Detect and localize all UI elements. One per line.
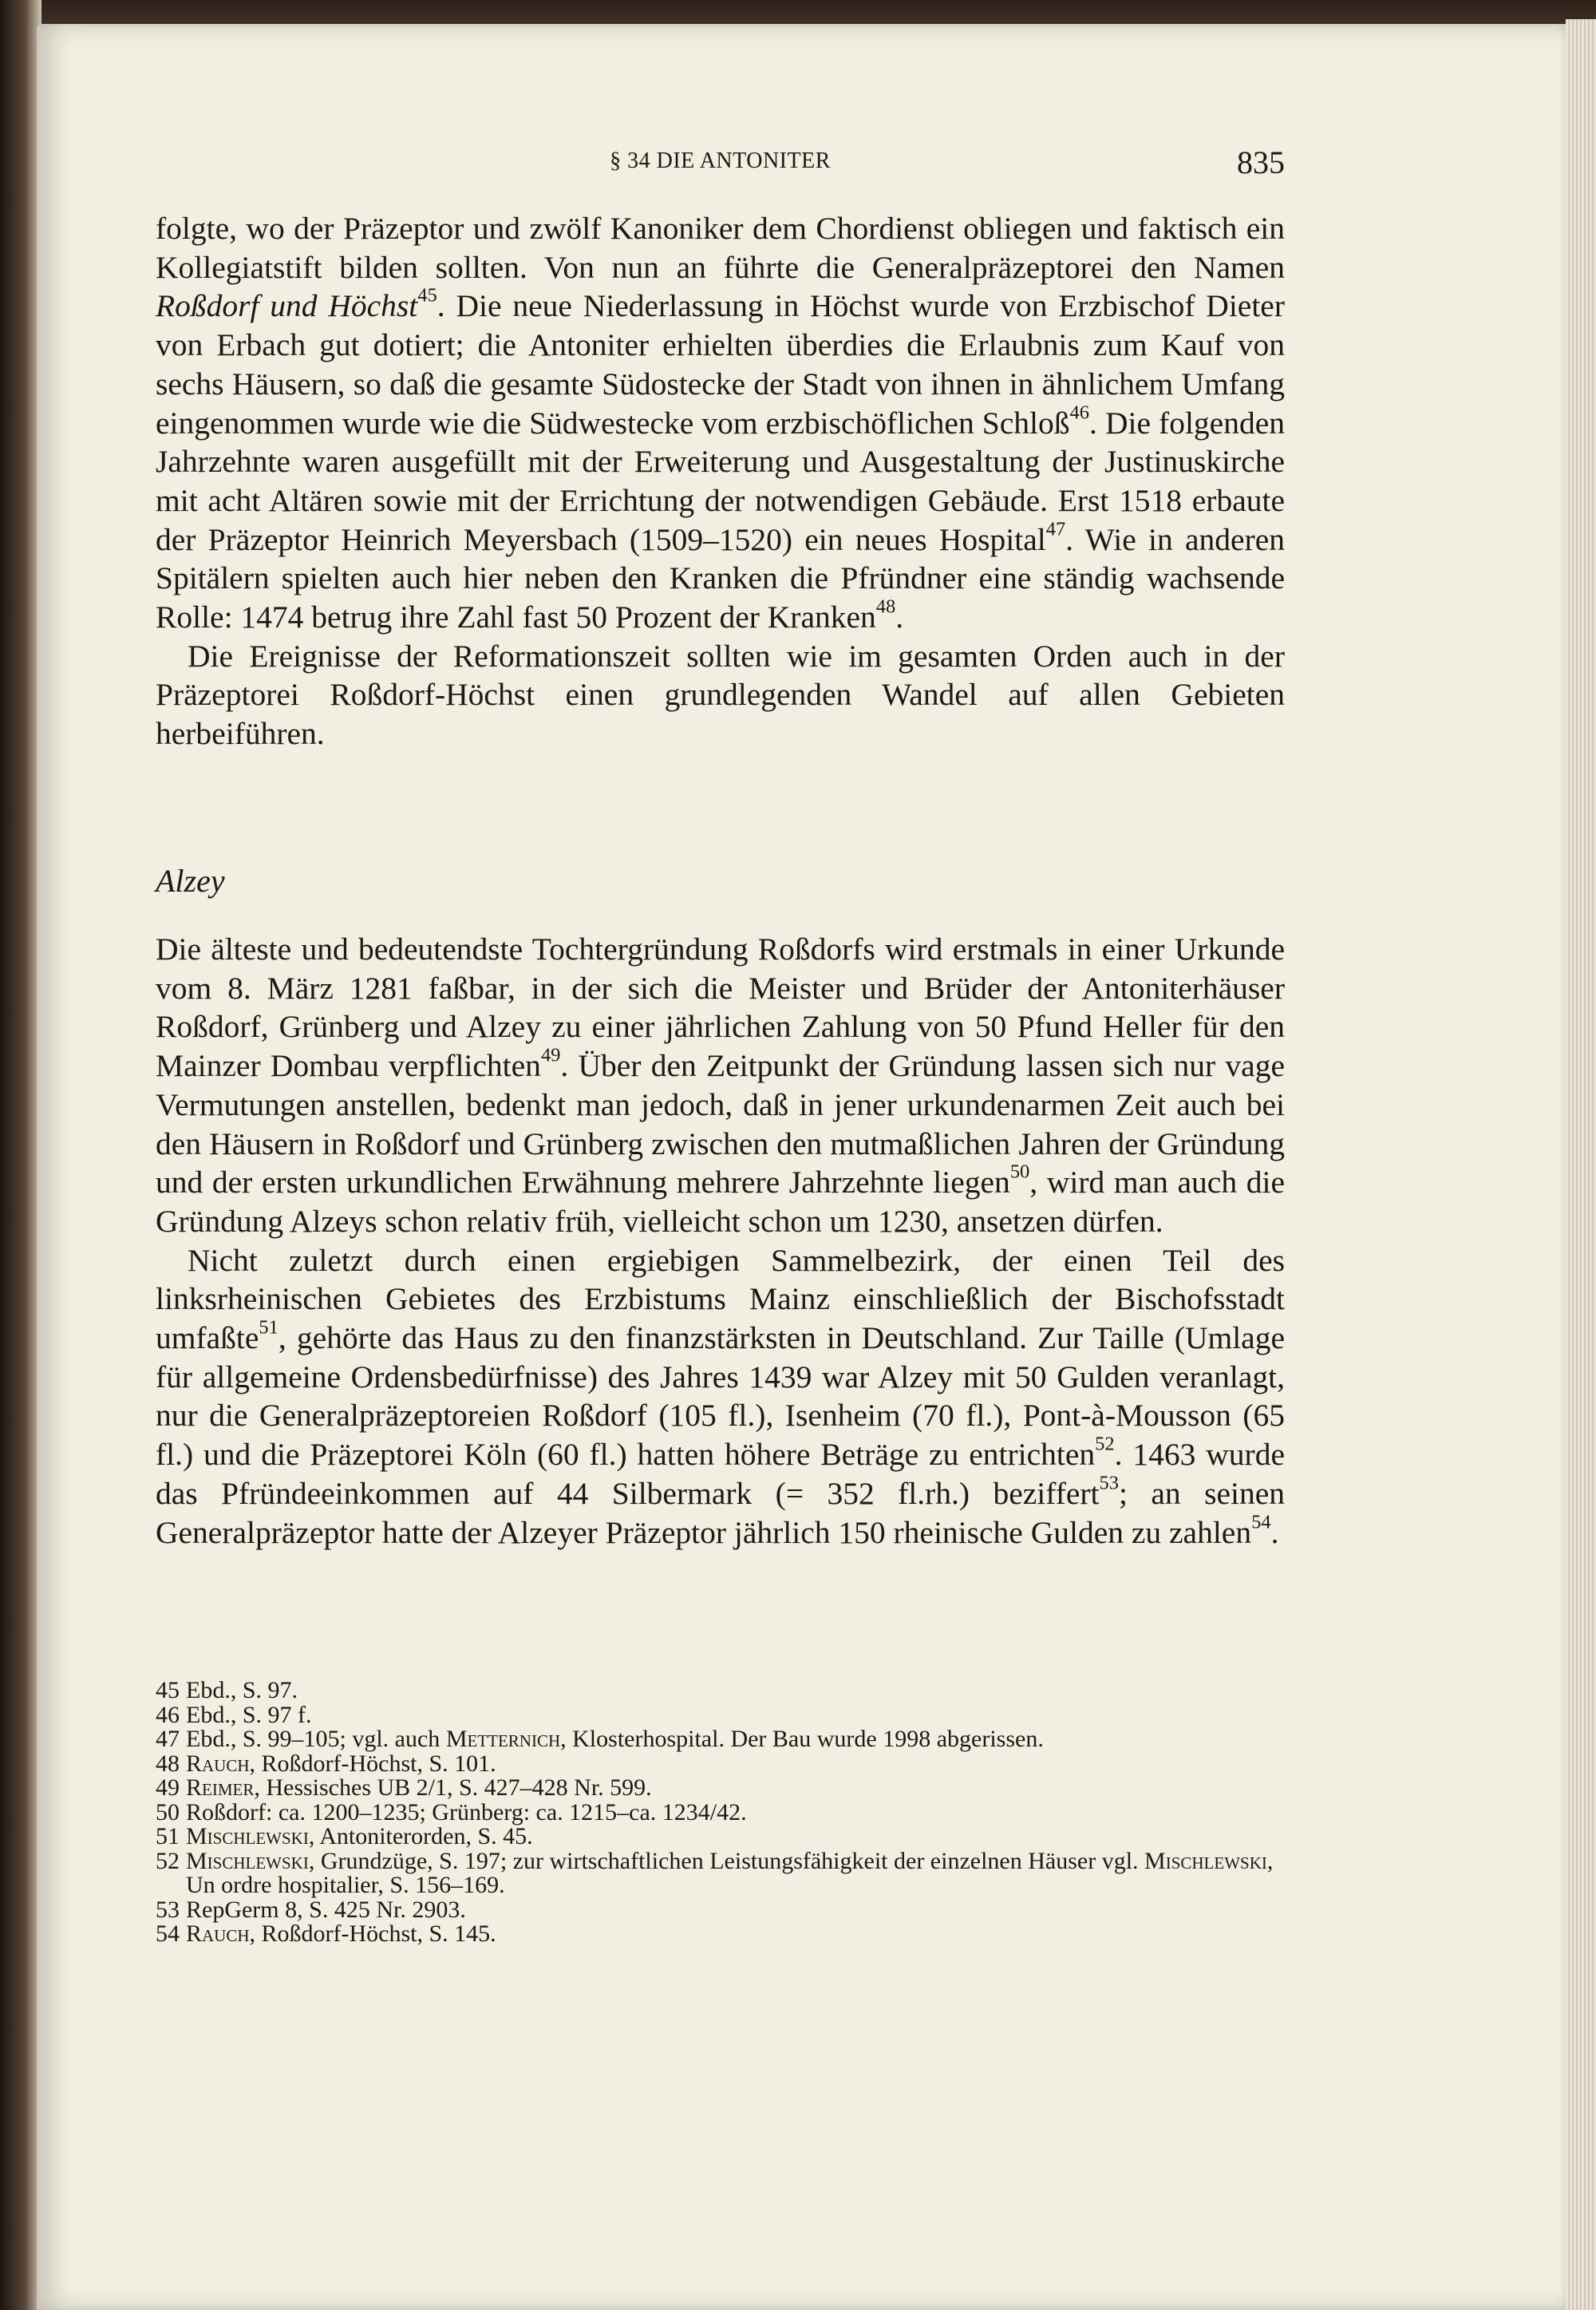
footnote-ref-50[interactable]: 50 [1009, 1161, 1030, 1183]
footnote-ref-48[interactable]: 48 [875, 595, 896, 618]
footnote-author: Mischlewski [1144, 1847, 1267, 1874]
footnote-54: 54 Rauch, Roßdorf-Höchst, S. 145. [156, 1920, 496, 1947]
italic-title: Roßdorf und Höchst [156, 288, 418, 324]
section-heading-alzey: Alzey [156, 863, 225, 899]
footnote-ref-51[interactable]: 51 [259, 1316, 279, 1339]
footnote-author: Mischlewski [186, 1847, 309, 1874]
running-head: § 34 DIE ANTONITER [610, 148, 831, 173]
alzey-text-block [156, 930, 1285, 1552]
paragraph-hoechst: folgte, wo der Präzeptor und zwölf Kanoniker dem Chordienst obliegen und faktisch ein Kollegiatstift bilden sollten. Von nun an führte die Generalpräzeptorei den Namen Roßdorf und Höchst$^{45}$. Die neue Niederlassung in Höchst wurde von Erzbischof Dieter von Erbach gut dotiert; die Antoniter erhielten überdies die Erlaubnis zum Kauf von sechs Häusern, so daß die gesamte Südostecke der Stadt von ihnen in ähnlichem Umfang eingenommen wurde wie die Südwestecke vom erzbischöflichen Schloß$^{46}$. Die folgenden Jahrzehnte waren ausgefüllt mit der Erweiterung und Ausgestaltung der Justinuskirche mit acht Altären sowie mit der Errichtung der notwendigen Gebäude. Erst 1518 erbaute der Präzeptor Heinrich Meyersbach (1509–1520) ein neues Hospital$^{47}$. Wie in anderen Spitälern spielten auch hier neben den Kranken die Pfründner eine ständig wachsende Rolle: 1474 betrug ihre Zahl fast 50 Prozent der Kranken$^{48}$. [156, 211, 1286, 635]
footnote-author: Rauch [186, 1920, 250, 1947]
page-header [156, 144, 1285, 192]
footnotes [156, 1679, 1289, 1947]
footnote-50: 50 Roßdorf: ca. 1200–1235; Grünberg: ca. 1215–ca. 1234/42. [156, 1798, 747, 1825]
footnote-ref-53[interactable]: 53 [1099, 1472, 1120, 1494]
footnote-ref-47[interactable]: 47 [1045, 518, 1066, 540]
main-text-block [156, 209, 1285, 754]
footnote-49: 49 Reimer, Hessisches UB 2/1, S. 427–428 Nr. 599. [156, 1774, 652, 1801]
paragraph-alzey-founding: Die älteste und bedeutendste Tochtergründung Roßdorfs wird erstmals in einer Urkunde vom 8. März 1281 faßbar, in der sich die Meister und Brüder der Antoniterhäuser Roßdorf, Grünberg und Alzey zu einer jährlichen Zahlung von 50 Pfund Heller für den Mainzer Dombau verpflichten$^{49}$. Über den Zeitpunkt der Gründung lassen sich nur vage Vermutungen anstellen, bedenkt man jedoch, daß in jener urkundenarmen Zeit auch bei den Häusern in Roßdorf und Grünberg zwischen den mutmaßlichen Jahren der Gründung und der ersten urkundlichen Erwähnung mehrere Jahrzehnte liegen$^{50}$, wird man auch die Gründung Alzeys schon relativ früh, vielleicht schon um 1230, ansetzen dürfen. [156, 932, 1285, 1239]
footnote-author: Metternich [445, 1726, 561, 1752]
footnote-ref-46[interactable]: 46 [1069, 401, 1089, 424]
footnote-ref-45[interactable]: 45 [417, 285, 437, 307]
footnote-author: Mischlewski [186, 1823, 309, 1849]
footnote-ref-54[interactable]: 54 [1251, 1511, 1271, 1533]
footnote-53: 53 RepGerm 8, S. 425 Nr. 2903. [156, 1896, 466, 1923]
footnote-author: Rauch [186, 1750, 250, 1777]
footnote-51: 51 Mischlewski, Antoniterorden, S. 45. [156, 1823, 533, 1849]
footnote-author: Reimer [186, 1774, 255, 1801]
footnote-ref-52[interactable]: 52 [1095, 1433, 1115, 1455]
book-spine-edge [0, 0, 41, 2310]
footnote-47: 47 Ebd., S. 99–105; vgl. auch Metternich, Klosterhospital. Der Bau wurde 1998 abgerissen. [156, 1726, 1044, 1752]
page-fore-edge [1566, 19, 1596, 2310]
paragraph-reformation: Die Ereignisse der Reformationszeit sollten wie im gesamten Orden auch in der Präzeptorei Roßdorf-Höchst einen grundlegenden Wandel auf allen Gebieten herbeiführen. [156, 638, 1285, 752]
footnote-48: 48 Rauch, Roßdorf-Höchst, S. 101. [156, 1750, 496, 1777]
footnote-46: 46 Ebd., S. 97 f. [156, 1701, 312, 1728]
footnote-52: 52 Mischlewski, Grundzüge, S. 197; zur wirtschaftlichen Leistungsfähigkeit der einzelnen Häuser vgl. Mischlewski, Un ordre hospitalier, S. 156–169. [156, 1847, 1274, 1898]
footnote-ref-49[interactable]: 49 [540, 1044, 561, 1066]
page-number: 835 [1237, 144, 1285, 180]
footnote-45: 45 Ebd., S. 97. [156, 1677, 298, 1703]
paragraph-alzey-finances: Nicht zuletzt durch einen ergiebigen Sammelbezirk, der einen Teil des linksrheinischen Gebietes des Erzbistums Mainz einschließlich der Bischofsstadt umfaßte$^{51}$, gehörte das Haus zu den finanzstärksten in Deutschland. Zur Taille (Umlage für allgemeine Ordensbedürfnisse) des Jahres 1439 war Alzey mit 50 Gulden veranlagt, nur die Generalpräzeptoreien Roßdorf (105 fl.), Isenheim (70 fl.), Pont-à-Mousson (65 fl.) und die Präzeptorei Köln (60 fl.) hatten höhere Beträge zu entrichten$^{52}$. 1463 wurde das Pfründeeinkommen auf 44 Silbermark (= 352 fl.rh.) beziffert$^{53}$; an seinen Generalpräzeptor hatte der Alzeyer Präzeptor jährlich 150 rheinische Gulden zu zahlen$^{54}$. [156, 1242, 1285, 1550]
